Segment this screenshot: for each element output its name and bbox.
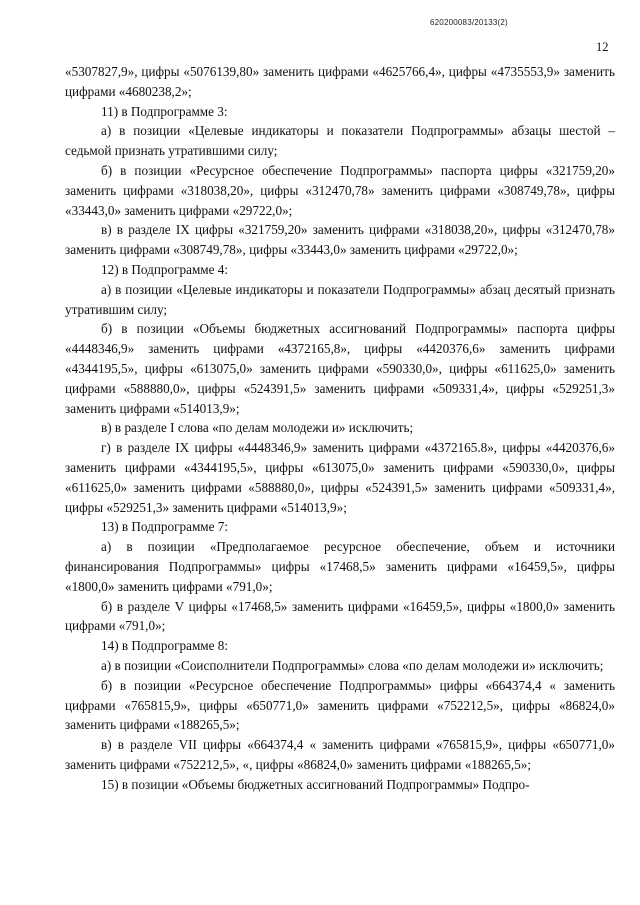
paragraph: «5307827,9», цифры «5076139,80» заменить цифрами «4625766,4», цифры «4735553,9» заменить цифрами «4680238,2»; [65, 64, 615, 99]
paragraph: а) в позиции «Соисполнители Подпрограммы» слова «по делам молодежи и» исключить; [101, 657, 604, 673]
paragraph: 13) в Подпрограмме 7: [101, 519, 229, 535]
paragraph: а) в позиции «Целевые индикаторы и показатели Подпрограммы» абзацы шестой – седьмой признать утратившими силу; [65, 123, 615, 159]
paragraph: 11) в Подпрограмме 3: [101, 103, 228, 119]
paragraph: в) в разделе VII цифры «664374,4 « заменить цифрами «765815,9», цифры «650771,0» заменить цифрами «752212,5», «, цифры «86824,0» заменить цифрами «188265,5»; [65, 737, 615, 772]
paragraph: б) в позиции «Объемы бюджетных ассигнований Подпрограммы» паспорта цифры «4448346,9» заменить цифрами «4372165,8», цифры «4420376,6» заменить цифрами «4344195,5», цифры «613075,0» заменить цифрами «590330,0», цифры «611625,0» заменить цифрами «588880,0», цифры «524391,5» заменить цифрами «509331,4», цифры «529251,3» заменить цифрами «514013,9»; [65, 321, 615, 416]
document-body [65, 62, 615, 794]
paragraph: а) в позиции «Целевые индикаторы и показатели Подпрограммы» абзац десятый признать утратившим силу; [65, 281, 615, 317]
document-id: 620200083/20133(2) [430, 18, 508, 27]
paragraph: в) в разделе IX цифры «321759,20» заменить цифрами «318038,20», цифры «312470,78» заменить цифрами «308749,78», цифры «33443,0» заменить цифрами «29722,0»; [65, 222, 615, 258]
paragraph: а) в позиции «Предполагаемое ресурсное обеспечение, объем и источники финансирования Подпрограммы» цифры «17468,5» заменить цифрами «16459,5», цифры «1800,0» заменить цифрами «791,0»; [65, 539, 615, 594]
paragraph: б) в позиции «Ресурсное обеспечение Подпрограммы» паспорта цифры «321759,20» заменить цифрами «318038,20», цифры «312470,78» заменить цифрами «308749,78», цифры «33443,0» заменить цифрами «29722,0»; [65, 162, 615, 218]
paragraph: б) в позиции «Ресурсное обеспечение Подпрограммы» цифры «664374,4 « заменить цифрами «765815,9», цифры «650771,0» заменить цифрами «752212,5», цифры «86824,0» заменить цифрами «188265,5»; [65, 677, 615, 733]
paragraph: в) в разделе I слова «по делам молодежи и» исключить; [101, 420, 414, 436]
page-number: 12 [596, 40, 609, 54]
paragraph: б) в разделе V цифры «17468,5» заменить цифрами «16459,5», цифры «1800,0» заменить цифрами «791,0»; [65, 598, 615, 634]
paragraph: г) в разделе IX цифры «4448346,9» заменить цифрами «4372165.8», цифры «4420376,6» заменить цифрами «4344195,5», цифры «613075,0» заменить цифрами «590330,0», цифры «611625,0» заменить цифрами «588880,0», цифры «524391,5» заменить цифрами «509331,4», цифры «529251,3» заменить цифрами «514013,9»; [65, 440, 615, 515]
paragraph: 12) в Подпрограмме 4: [101, 261, 229, 277]
paragraph: 14) в Подпрограмме 8: [101, 638, 229, 654]
paragraph: 15) в позиции «Объемы бюджетных ассигнований Подпрограммы» Подпро- [101, 776, 530, 792]
